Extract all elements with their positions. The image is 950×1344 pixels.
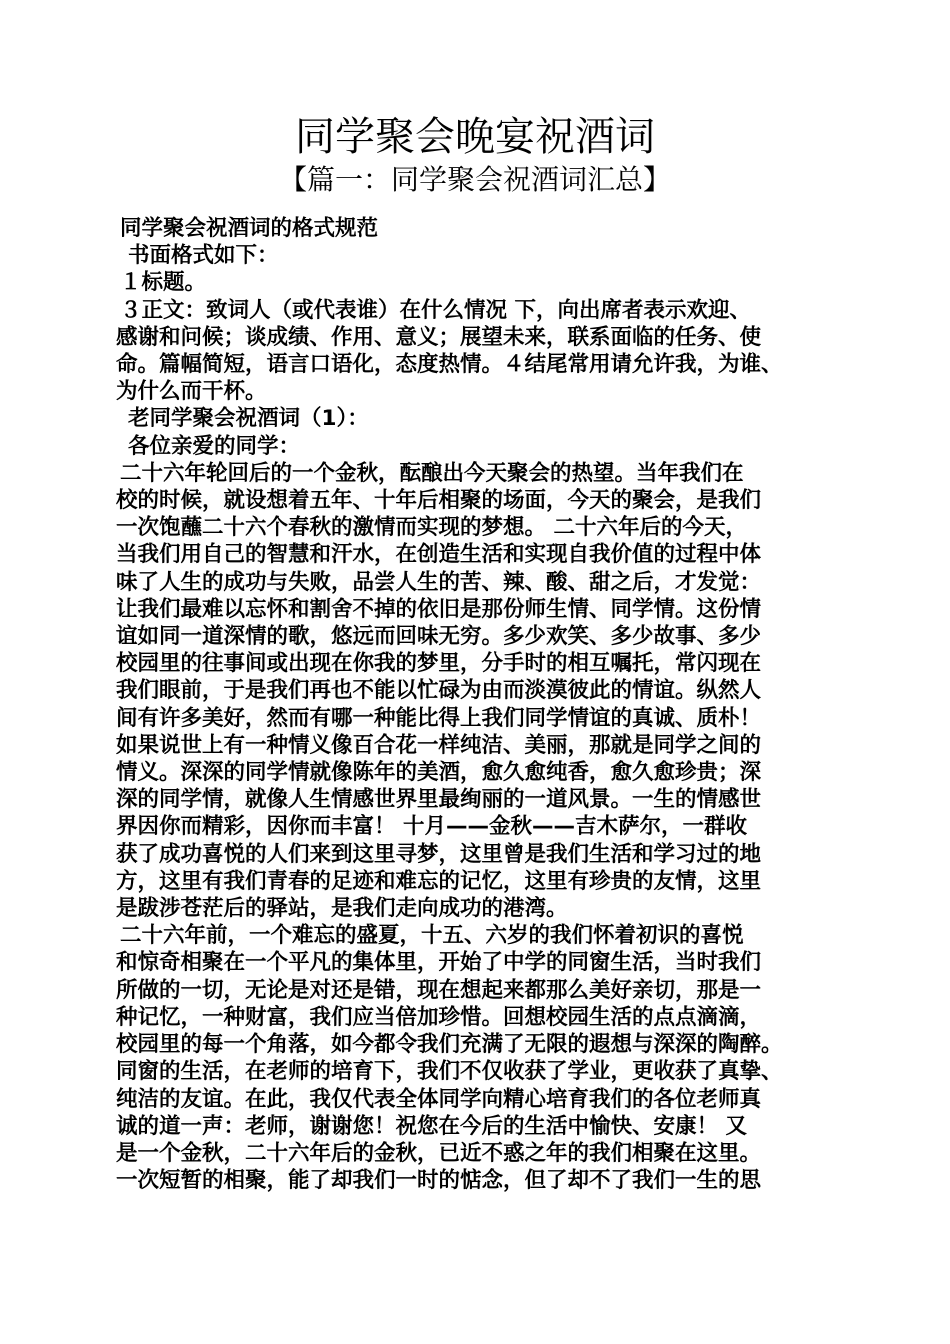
text-line: 感谢和问候；谈成绩、作用、意义；展望未来，联系面临的任务、使 [116,324,762,350]
text-line: 方，这里有我们青春的足迹和难忘的记忆，这里有珍贵的友情，这里 [116,868,762,894]
section-heading: 同学聚会祝酒词的格式规范 [120,216,379,241]
text-line: 界因你而精彩，因你而丰富！ 十月——金秋——吉木萨尔，一群收 [116,814,747,840]
text-line: 让我们最难以忘怀和割舍不掉的依旧是那份师生情、同学情。这份情 [116,596,762,622]
section-heading: 老同学聚会祝酒词（1）： [128,406,369,432]
text-line: 校园里的往事间或出现在你我的梦里，分手时的相互嘱托，常闪现在 [116,651,762,677]
text-line: 同窗的生活，在老师的培育下，我们不仅收获了学业，更收获了真挚、 [116,1059,783,1085]
text-line: 谊如同一道深情的歌，悠远而回味无穷。多少欢笑、多少故事、多少 [116,624,762,650]
text-line: 诚的道一声：老师，谢谢您！祝您在今后的生活中愉快、安康！ 又 [116,1113,747,1139]
text-line: 当我们用自己的智慧和汗水，在创造生活和实现自我价值的过程中体 [116,542,762,568]
text-line: 二十六年前，一个难忘的盛夏，十五、六岁的我们怀着初识的喜悦 [120,923,744,949]
document-body [116,215,844,1194]
text-line: 一次饱蘸二十六个春秋的激情而实现的梦想。 二十六年后的今天， [116,515,747,541]
text-line: 间有许多美好，然而有哪一种能比得上我们同学情谊的真诚、质朴！ [116,705,762,731]
text-line: 纯洁的友谊。在此，我仅代表全体同学向精心培育我们的各位老师真 [116,1086,762,1112]
text-line: 所做的一切，无论是对还是错，现在想起来都那么美好亲切，那是一 [116,977,762,1003]
document-subtitle: 【篇一：同学聚会祝酒词汇总】 [278,163,671,196]
text-line: 如果说世上有一种情义像百合花一样纯洁、美丽，那就是同学之间的 [116,732,762,758]
text-line: 为什么而干杯。 [116,379,267,405]
text-line: 校的时候，就设想着五年、十年后相聚的场面，今天的聚会，是我们 [116,488,762,514]
text-line: 二十六年轮回后的一个金秋，酝酿出今天聚会的热望。当年我们在 [120,460,744,486]
text-line: １标题。 [120,270,207,296]
text-line: 获了成功喜悦的人们来到这里寻梦，这里曾是我们生活和学习过的地 [116,841,762,867]
text-line: 深的同学情，就像人生情感世界里最绚丽的一道风景。一生的情感世 [116,787,762,813]
text-line: 种记忆，一种财富，我们应当倍加珍惜。回想校园生活的点点滴滴， [116,1004,762,1030]
text-line: 各位亲爱的同学： [128,433,301,459]
document-title: 同学聚会晚宴祝酒词 [295,114,655,160]
text-line: 是跋涉苍茫后的驿站，是我们走向成功的港湾。 [116,896,568,922]
text-line: 一次短暂的相聚，能了却我们一时的惦念，但了却不了我们一生的思 [116,1168,762,1194]
text-line: 书面格式如下： [128,243,279,269]
text-line: 命。篇幅简短，语言口语化，态度热情。４结尾常用请允许我，为谁、 [116,352,783,378]
text-line: 和惊奇相聚在一个平凡的集体里，开始了中学的同窗生活，当时我们 [116,950,762,976]
text-line: 情义。深深的同学情就像陈年的美酒，愈久愈纯香，愈久愈珍贵；深 [116,760,762,786]
text-line: ３正文：致词人（或代表谁）在什么情况 下，向出席者表示欢迎、 [120,297,751,323]
text-line: 我们眼前，于是我们再也不能以忙碌为由而淡漠彼此的情谊。纵然人 [116,678,762,704]
text-line: 校园里的每一个角落，如今都令我们充满了无限的遐想与深深的陶醉。 [116,1032,783,1058]
text-line: 是一个金秋，二十六年后的金秋，已近不惑之年的我们相聚在这里。 [116,1140,762,1166]
text-line: 味了人生的成功与失败，品尝人生的苦、辣、酸、甜之后，才发觉： [116,569,762,595]
